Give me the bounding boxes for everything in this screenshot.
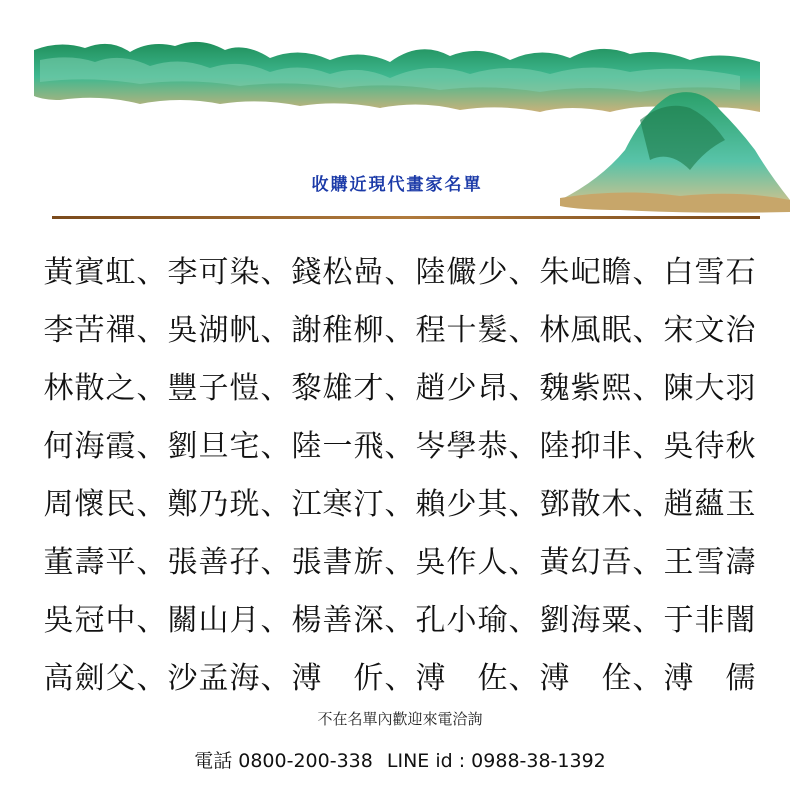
name-row: 高劍父、沙孟海、溥 伒、溥 佐、溥 佺、溥 儒 [43, 661, 757, 696]
inquiry-note: 不在名單內歡迎來電洽詢 [317, 710, 483, 728]
name-row: 吳冠中、關山月、楊善深、孔小瑜、劉海粟、于非闇 [43, 603, 757, 638]
page-title: 收購近現代畫家名單 [311, 175, 483, 195]
name-row: 董壽平、張善孖、張書旂、吳作人、黃幻吾、王雪濤 [43, 545, 757, 580]
divider-line [52, 216, 760, 219]
name-row: 黃賓虹、李可染、錢松喦、陸儼少、朱屺瞻、白雪石 [43, 255, 757, 290]
phone-number[interactable]: 電話 0800-200-338 [194, 750, 373, 772]
name-row: 何海霞、劉旦宅、陸一飛、岑學恭、陸抑非、吳待秋 [43, 429, 757, 464]
line-id[interactable]: LINE id : 0988-38-1392 [386, 750, 606, 772]
name-row: 周懷民、鄭乃珖、江寒汀、賴少其、鄧散木、趙蘊玉 [43, 487, 757, 522]
painter-name-list [0, 244, 800, 708]
name-row: 李苦禪、吳湖帆、謝稚柳、程十髮、林風眠、宋文治 [43, 313, 757, 348]
foreground-ground [560, 192, 790, 212]
contact-info [0, 746, 800, 773]
name-row: 林散之、豐子愷、黎雄才、趙少昂、魏紫熙、陳大羽 [43, 371, 757, 406]
